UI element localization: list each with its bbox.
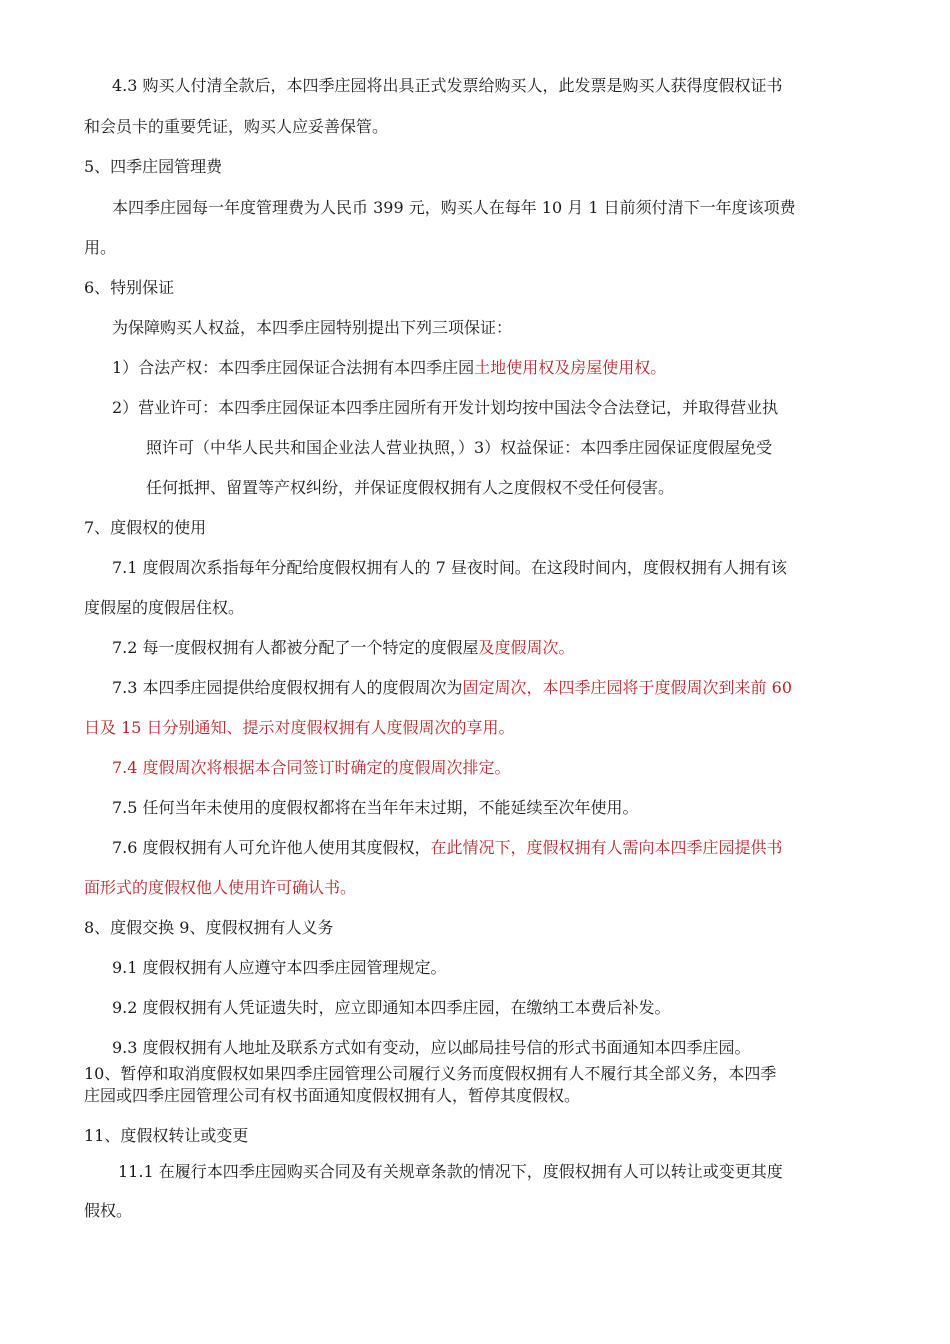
section-6-heading: 6、特别保证 xyxy=(84,278,175,297)
para-7-6-highlight-2: 面形式的度假权他人使用许可确认书。 xyxy=(84,878,357,897)
para-9-1: 9.1 度假权拥有人应遵守本四季庄园管理规定。 xyxy=(112,958,447,977)
section-8-9-heading: 8、度假交换 9、度假权拥有人义务 xyxy=(84,918,334,937)
para-7-1-line2: 度假屋的度假居住权。 xyxy=(84,598,245,617)
guarantee-2-line3: 任何抵押、留置等产权纠纷，并保证度假权拥有人之度假权不受任何侵害。 xyxy=(146,478,675,497)
para-5-line1: 本四季庄园每一年度管理费为人民币 399 元，购买人在每年 10 月 1 日前须付清下一年度该项费 xyxy=(112,198,796,217)
para-7-5: 7.5 任何当年未使用的度假权都将在当年年末过期，不能延续至次年使用。 xyxy=(112,798,639,817)
para-4-3-line2: 和会员卡的重要凭证，购买人应妥善保管。 xyxy=(84,117,389,136)
guarantee-1-text: 1）合法产权：本四季庄园保证合法拥有本四季庄园 xyxy=(112,358,475,377)
para-7-2 xyxy=(112,638,575,658)
para-7-4: 7.4 度假周次将根据本合同签订时确定的度假周次排定。 xyxy=(112,758,511,777)
para-7-6-text: 7.6 度假权拥有人可允许他人使用其度假权， xyxy=(112,838,431,857)
para-10-line2: 庄园或四季庄园管理公司有权书面通知度假权拥有人，暂停其度假权。 xyxy=(84,1086,581,1105)
para-7-3-line1 xyxy=(112,678,792,698)
para-11-1-line2: 假权。 xyxy=(84,1201,133,1220)
para-4-3-line1: 4.3 购买人付清全款后，本四季庄园将出具正式发票给购买人，此发票是购买人获得度假权证书 xyxy=(112,76,783,95)
para-9-2: 9.2 度假权拥有人凭证遗失时，应立即通知本四季庄园，在缴纳工本费后补发。 xyxy=(112,998,671,1017)
para-7-6-line1 xyxy=(112,838,783,858)
para-10-line1: 10、暂停和取消度假权如果四季庄园管理公司履行义务而度假权拥有人不履行其全部义务，本四季 xyxy=(84,1064,777,1083)
guarantee-2-line1: 2）营业许可：本四季庄园保证本四季庄园所有开发计划均按中国法令合法登记，并取得营业执 xyxy=(112,398,779,417)
para-7-3-highlight-2: 日及 15 日分别通知、提示对度假权拥有人度假周次的享用。 xyxy=(84,718,515,737)
para-11-1-line1: 11.1 在履行本四季庄园购买合同及有关规章条款的情况下，度假权拥有人可以转让或变更其度 xyxy=(118,1162,783,1181)
guarantee-1 xyxy=(112,358,666,378)
para-7-3-text: 7.3 本四季庄园提供给度假权拥有人的度假周次为 xyxy=(112,678,463,697)
guarantee-1-highlight: 土地使用权及房屋使用权。 xyxy=(474,358,667,377)
para-6-intro: 为保障购买人权益，本四季庄园特别提出下列三项保证： xyxy=(112,318,513,337)
section-11-heading: 11、度假权转让或变更 xyxy=(84,1126,249,1145)
para-7-1-line1: 7.1 度假周次系指每年分配给度假权拥有人的 7 昼夜时间。在这段时间内，度假权拥有人拥有该 xyxy=(112,558,787,577)
para-5-line2: 用。 xyxy=(84,238,117,257)
para-7-2-highlight: 及度假周次。 xyxy=(478,638,575,657)
section-7-heading: 7、度假权的使用 xyxy=(84,518,207,537)
guarantee-2-line2: 照许可（中华人民共和国企业法人营业执照，）3）权益保证：本四季庄园保证度假屋免受 xyxy=(146,438,773,457)
section-5-heading: 5、四季庄园管理费 xyxy=(84,157,223,176)
para-7-3-highlight-1: 固定周次，本四季庄园将于度假周次到来前 60 xyxy=(462,678,792,697)
para-7-6-highlight-1: 在此情况下，度假权拥有人需向本四季庄园提供书 xyxy=(430,838,783,857)
para-9-3: 9.3 度假权拥有人地址及联系方式如有变动，应以邮局挂号信的形式书面通知本四季庄园。 xyxy=(112,1038,751,1057)
para-7-2-text: 7.2 每一度假权拥有人都被分配了一个特定的度假屋 xyxy=(112,638,479,657)
